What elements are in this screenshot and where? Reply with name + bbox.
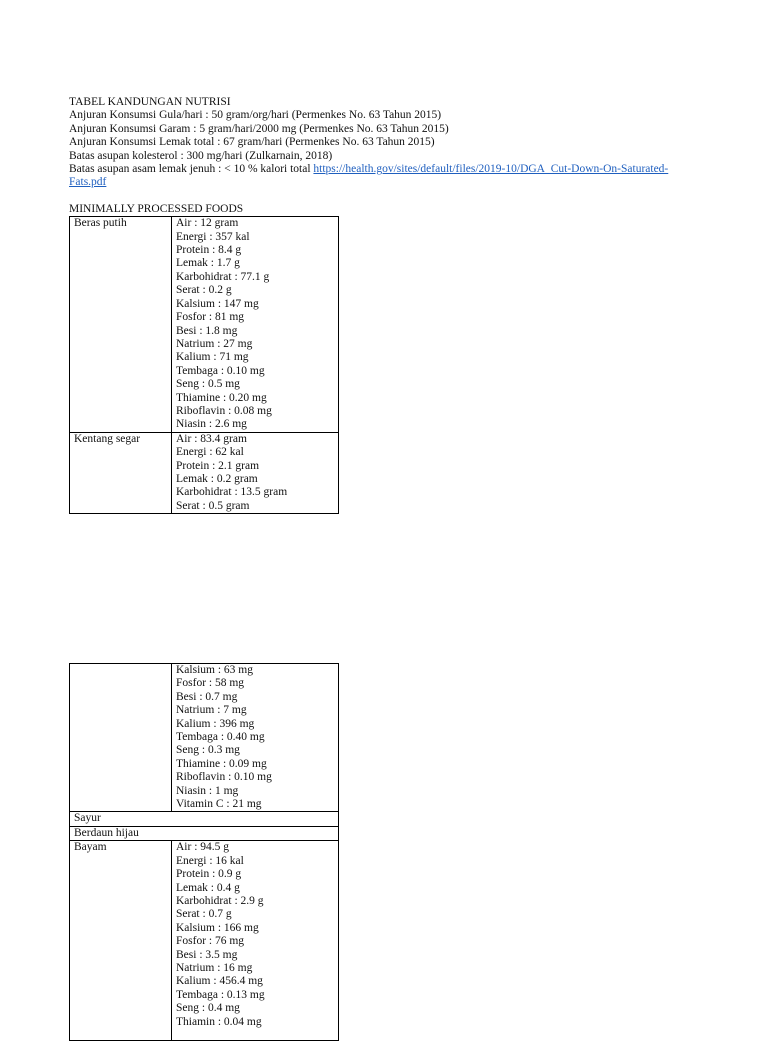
table-row (70, 432, 339, 513)
nutrient-cell (172, 432, 339, 513)
nutrient-cell (172, 841, 339, 1041)
nutrient-value: Niasin : 1 mg (176, 784, 239, 797)
saturated-fat-limit-text: Batas asupan asam lemak jenuh : < 10 % kalori total (69, 163, 314, 176)
document-title: TABEL KANDUNGAN NUTRISI (69, 96, 231, 108)
nutrient-value: Vitamin C : 21 mg (176, 798, 262, 811)
nutrition-table-2 (69, 663, 339, 1041)
table-row (70, 826, 339, 840)
nutrition-table-1 (69, 216, 339, 514)
nutrient-value: Serat : 0.7 g (176, 908, 232, 921)
nutrient-value: Natrium : 7 mg (176, 704, 247, 717)
fat-recommendation: Anjuran Konsumsi Lemak total : 67 gram/hari (Permenkes No. 63 Tahun 2015) (69, 136, 435, 149)
nutrient-value: Protein : 2.1 gram (176, 459, 260, 472)
nutrient-value: Energi : 62 kal (176, 446, 244, 459)
nutrient-value: Fosfor : 76 mg (176, 935, 245, 948)
nutrient-cell (172, 217, 339, 433)
nutrient-value: Besi : 3.5 mg (176, 948, 238, 961)
nutrient-value: Seng : 0.3 mg (176, 744, 240, 757)
nutrient-value: Kalsium : 147 mg (176, 297, 259, 310)
nutrient-value: Karbohidrat : 2.9 g (176, 894, 264, 907)
salt-recommendation: Anjuran Konsumsi Garam : 5 gram/hari/2000 mg (Permenkes No. 63 Tahun 2015) (69, 122, 449, 135)
table-row (70, 217, 339, 433)
nutrient-value: Seng : 0.5 mg (176, 378, 240, 391)
nutrient-value: Thiamin : 0.04 mg (176, 1015, 262, 1028)
nutrient-value: Serat : 0.5 gram (176, 499, 250, 512)
nutrient-value: Protein : 8.4 g (176, 244, 242, 257)
nutrient-value: Kalsium : 166 mg (176, 921, 259, 934)
saturated-fat-source-link[interactable]: https://health.gov/sites/default/files/2019-10/DGA_Cut-Down-On-Saturated-Fats.pdf (69, 163, 669, 189)
nutrient-value: Karbohidrat : 13.5 gram (176, 486, 288, 499)
nutrient-value: Thiamine : 0.09 mg (176, 757, 267, 770)
nutrient-value: Serat : 0.2 g (176, 284, 232, 297)
sugar-recommendation: Anjuran Konsumsi Gula/hari : 50 gram/org/hari (Permenkes No. 63 Tahun 2015) (69, 109, 442, 122)
food-name-cell: Kentang segar (70, 432, 172, 513)
nutrient-value: Fosfor : 81 mg (176, 311, 245, 324)
nutrient-value: Protein : 0.9 g (176, 868, 242, 881)
table-row (70, 812, 339, 826)
nutrient-cell (172, 664, 339, 812)
nutrient-value: Energi : 357 kal (176, 230, 250, 243)
document-body (69, 96, 709, 514)
nutrient-value: Natrium : 27 mg (176, 337, 253, 350)
nutrient-value: Energi : 16 kal (176, 854, 244, 867)
cholesterol-limit: Batas asupan kolesterol : 300 mg/hari (Zulkarnain, 2018) (69, 149, 333, 162)
subcategory-cell: Berdaun hijau (70, 826, 339, 840)
section-title: MINIMALLY PROCESSED FOODS (69, 202, 244, 215)
nutrient-value: Tembaga : 0.13 mg (176, 988, 265, 1001)
nutrient-value: Niasin : 2.6 mg (176, 418, 247, 431)
nutrient-value: Thiamine : 0.20 mg (176, 391, 267, 404)
nutrient-value: Natrium : 16 mg (176, 961, 253, 974)
nutrient-value: Lemak : 1.7 g (176, 257, 240, 270)
nutrient-value: Besi : 1.8 mg (176, 324, 238, 337)
nutrient-value: Tembaga : 0.40 mg (176, 731, 265, 744)
nutrient-value: Fosfor : 58 mg (176, 677, 245, 690)
category-cell: Sayur (70, 812, 339, 826)
nutrient-value: Kalium : 71 mg (176, 351, 249, 364)
table-row (70, 841, 339, 1041)
nutrient-value: Kalium : 396 mg (176, 717, 255, 730)
food-name-cell: Beras putih (70, 217, 172, 433)
nutrient-value: Air : 94.5 g (176, 841, 230, 854)
saturated-fat-limit (69, 163, 681, 190)
nutrient-value: Besi : 0.7 mg (176, 690, 238, 703)
nutrient-value: Air : 12 gram (176, 217, 239, 230)
food-name-cell (70, 664, 172, 812)
nutrient-value: Lemak : 0.2 gram (176, 472, 258, 485)
nutrient-value: Lemak : 0.4 g (176, 881, 240, 894)
nutrient-value: Kalium : 456.4 mg (176, 975, 263, 988)
nutrient-value: Tembaga : 0.10 mg (176, 364, 265, 377)
nutrient-value: Kalsium : 63 mg (176, 664, 253, 676)
nutrient-value: Air : 83.4 gram (176, 432, 247, 445)
nutrient-value: Riboflavin : 0.08 mg (176, 404, 272, 417)
food-name-cell: Bayam (70, 841, 172, 1041)
nutrient-value: Seng : 0.4 mg (176, 1002, 240, 1015)
nutrient-value: Riboflavin : 0.10 mg (176, 771, 272, 784)
table-row (70, 664, 339, 812)
nutrient-value: Karbohidrat : 77.1 g (176, 270, 270, 283)
